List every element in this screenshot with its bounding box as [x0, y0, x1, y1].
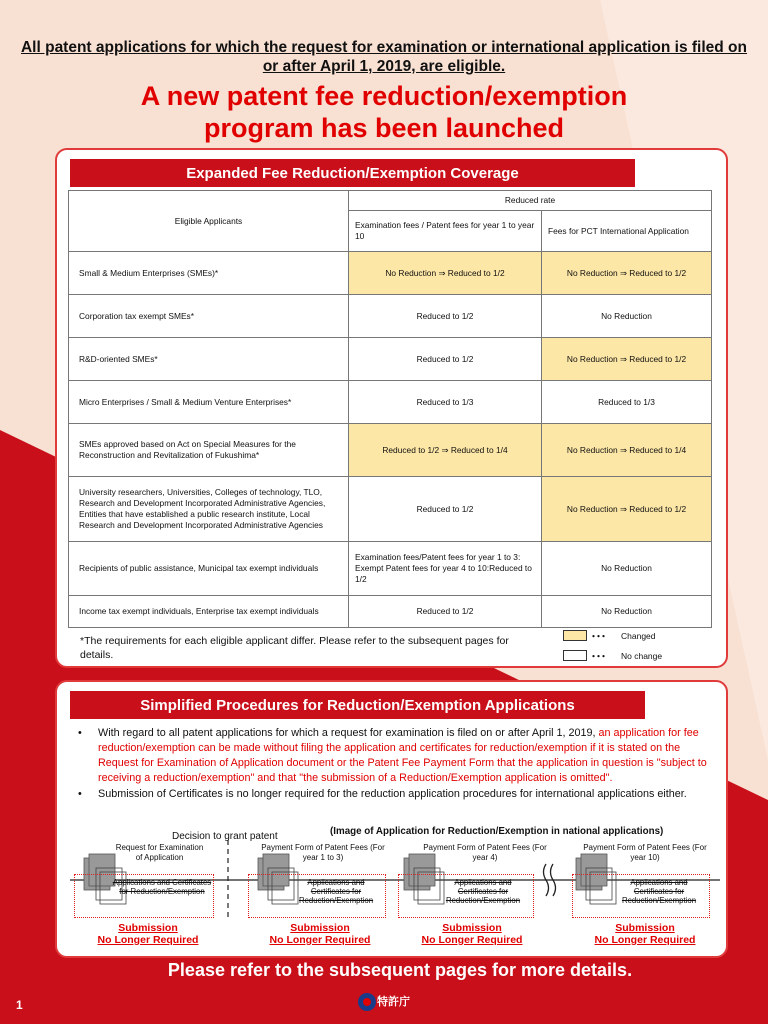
application-diagram	[0, 840, 768, 950]
procedures-bullets	[78, 726, 710, 803]
applicant-cell: Recipients of public assistance, Municipal tax exempt individuals	[69, 542, 349, 596]
form-label: Payment Form of Patent Fees (For year 10)	[583, 843, 707, 862]
bullet-item	[78, 726, 710, 786]
image-caption: (Image of Application for Reduction/Exemption in national applications)	[330, 826, 664, 837]
pct-rate-cell: Reduced to 1/3	[542, 381, 712, 424]
coverage-footnote: *The requirements for each eligible applicant differ. Please refer to the subsequent pages for details.	[80, 635, 509, 661]
no-longer-required-label	[575, 922, 715, 946]
exam-rate-cell: Examination fees/Patent fees for year 1 to 3: Exempt Patent fees for year 4 to 10:Reduced to 1/2	[349, 542, 542, 596]
coverage-table	[68, 190, 712, 628]
header-reduced-rate: Reduced rate	[349, 191, 712, 211]
table-row	[69, 542, 712, 596]
table-row	[69, 477, 712, 542]
reduction-doc-label: Applications and Certificates for Reduction/Exemption	[298, 878, 374, 905]
table-row	[69, 596, 712, 628]
applicant-cell: SMEs approved based on Act on Special Measures for the Reconstruction and Revitalization of Fukushima*	[69, 424, 349, 477]
legend-nochange-swatch	[563, 650, 587, 661]
logo-text: 特許庁	[377, 996, 410, 1008]
exam-rate-cell: Reduced to 1/2	[349, 477, 542, 542]
applicant-cell: Corporation tax exempt SMEs*	[69, 295, 349, 338]
exam-rate-cell: Reduced to 1/2 ⇒ Reduced to 1/4	[349, 424, 542, 477]
no-longer-required-label	[78, 922, 218, 946]
legend-dots: ･･･	[591, 652, 606, 663]
eligibility-notice: All patent applications for which the request for examination or international application is filed on or after April 1, 2019, are eligible.	[20, 39, 747, 75]
exam-rate-cell: Reduced to 1/3	[349, 381, 542, 424]
no-longer-required-text: No Longer Required	[421, 934, 523, 946]
applicant-cell: R&D-oriented SMEs*	[69, 338, 349, 381]
header-exam-fees: Examination fees / Patent fees for year 1 to year 10	[349, 211, 542, 252]
exam-rate-cell: Reduced to 1/2	[349, 295, 542, 338]
exam-rate-cell: Reduced to 1/2	[349, 338, 542, 381]
no-longer-required-text: No Longer Required	[97, 934, 199, 946]
reduction-doc-label: Applications and Certificates for Reduction/Exemption	[621, 878, 697, 905]
title-line-1: A new patent fee reduction/exemption	[140, 81, 628, 111]
page-number: 1	[16, 998, 23, 1012]
pct-rate-cell: No Reduction	[542, 542, 712, 596]
header-eligible-applicants: Eligible Applicants	[69, 191, 349, 252]
exam-rate-cell: No Reduction ⇒ Reduced to 1/2	[349, 252, 542, 295]
applicant-cell: University researchers, Universities, Colleges of technology, TLO, Research and Development Incorporated Administrative Agencies, Entities that have established a public research institute, Local Research and Development Incorporated Administrative Agencies	[69, 477, 349, 542]
more-details-banner: Please refer to the subsequent pages for more details.	[167, 960, 633, 980]
jpo-emblem-icon	[357, 990, 377, 1014]
legend-changed-swatch	[563, 630, 587, 641]
no-longer-required-text: No Longer Required	[269, 934, 371, 946]
exam-rate-cell: Reduced to 1/2	[349, 596, 542, 628]
table-row	[69, 295, 712, 338]
bullet-text: With regard to all patent applications for which a request for examination is filed on or after April 1, 2019,	[98, 727, 599, 739]
jpo-logo	[357, 990, 417, 1014]
form-label: Payment Form of Patent Fees (For year 1 to 3)	[261, 843, 385, 862]
bullet-item: • Submission of Certificates is no longer required for the reduction application procedures for international applications either.	[78, 787, 710, 802]
pct-rate-cell: No Reduction ⇒ Reduced to 1/2	[542, 477, 712, 542]
table-row	[69, 252, 712, 295]
no-longer-required-text: No Longer Required	[594, 934, 696, 946]
pct-rate-cell: No Reduction ⇒ Reduced to 1/4	[542, 424, 712, 477]
no-longer-required-label	[402, 922, 542, 946]
submission-word: Submission	[290, 922, 350, 934]
form-label: Request for Examination of Application	[115, 843, 204, 862]
legend-nochange-label: No change	[621, 651, 663, 661]
no-longer-required-label	[250, 922, 390, 946]
table-row	[69, 338, 712, 381]
bullet-highlight: an application for fee reduction/exemption can be made without filing the application and certificates for reduction/exemption if it is stated on the Request for Examination of Application document or the Patent Fee Payment Form that the application in question is "subject to receiving a reduction/exemption" and that "the submission of a Reduction/Exemption application is omitted".	[98, 727, 707, 784]
submission-word: Submission	[118, 922, 178, 934]
reduction-doc-label: Applications and Certificates for Reduction/Exemption	[445, 878, 521, 905]
page-title	[20, 80, 748, 144]
title-line-2: program has been launched	[203, 113, 565, 143]
applicant-cell: Small & Medium Enterprises (SMEs)*	[69, 252, 349, 295]
pct-rate-cell: No Reduction	[542, 295, 712, 338]
pct-rate-cell: No Reduction ⇒ Reduced to 1/2	[542, 252, 712, 295]
applicant-cell: Income tax exempt individuals, Enterprise tax exempt individuals	[69, 596, 349, 628]
decision-label: Decision to grant patent	[172, 831, 278, 842]
applicant-cell: Micro Enterprises / Small & Medium Venture Enterprises*	[69, 381, 349, 424]
coverage-heading: Expanded Fee Reduction/Exemption Coverage	[70, 159, 635, 187]
table-row	[69, 381, 712, 424]
submission-word: Submission	[615, 922, 675, 934]
header-pct-fees: Fees for PCT International Application	[542, 211, 712, 252]
form-label: Payment Form of Patent Fees (For year 4)	[423, 843, 547, 862]
procedures-heading: Simplified Procedures for Reduction/Exemption Applications	[70, 691, 645, 719]
reduction-doc-label: Applications and Certificates for Reduction/Exemption	[112, 878, 212, 896]
table-row	[69, 424, 712, 477]
submission-word: Submission	[442, 922, 502, 934]
pct-rate-cell: No Reduction ⇒ Reduced to 1/2	[542, 338, 712, 381]
legend	[563, 630, 713, 666]
legend-changed-label: Changed	[621, 631, 656, 641]
legend-dots: ･･･	[591, 632, 606, 643]
pct-rate-cell: No Reduction	[542, 596, 712, 628]
